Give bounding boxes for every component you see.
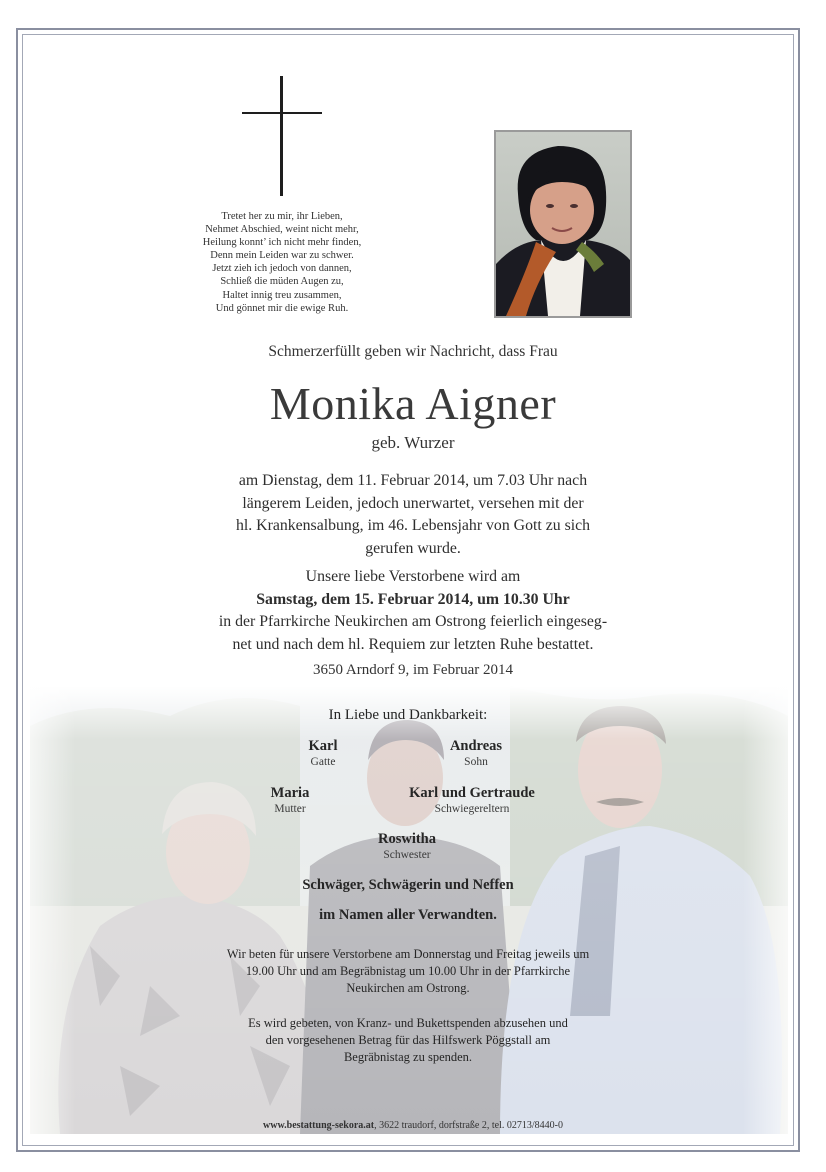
death-line: längerem Leiden, jedoch unerwartet, versehen mit der — [242, 494, 584, 512]
footer-website: www.bestattung-sekora.at — [263, 1120, 375, 1131]
poem-line: Denn mein Leiden war zu schwer. — [210, 250, 354, 262]
maiden-name: geb. Wurzer — [371, 433, 455, 452]
mourner-name: Roswitha — [377, 831, 436, 847]
poem-line: Tretet her zu mir, ihr Lieben, — [221, 211, 343, 222]
deceased-name: Monika Aigner — [269, 378, 557, 429]
footer-address: , 3622 traudorf, dorfstraße 2, tel. 02713/8440-0 — [374, 1120, 563, 1131]
death-line: am Dienstag, dem 11. Februar 2014, um 7.03 Uhr nach — [238, 472, 588, 489]
mourner-relation: Schwester — [383, 849, 431, 861]
poem-line: Nehmet Abschied, weint nicht mehr, — [205, 224, 359, 236]
poem-line: Heilung konnt’ ich nicht mehr finden, — [202, 237, 362, 249]
mourner-relation: Sohn — [464, 756, 488, 768]
funeral-date: Samstag, dem 15. Februar 2014, um 10.30 Uhr — [256, 590, 570, 608]
mourner-relation: Gatte — [310, 756, 336, 768]
donation-line: Es wird gebeten, von Kranz- und Bukettspenden abzusehen und — [248, 1016, 568, 1030]
funeral-line: net und nach dem hl. Requiem zur letzten Ruhe bestattet. — [232, 635, 594, 653]
mourner-relation: Mutter — [274, 803, 306, 815]
extended-family: Schwäger, Schwägerin und Neffen — [302, 877, 514, 893]
funeral-line: in der Pfarrkirche Neukirchen am Ostrong feierlich eingeseg- — [218, 613, 608, 630]
donation-line: den vorgesehenen Betrag für das Hilfswerk Pöggstall am — [265, 1033, 551, 1047]
death-line: hl. Krankensalbung, im 46. Lebensjahr von Gott zu sich — [235, 517, 591, 534]
mourner-name: Karl — [308, 738, 338, 754]
mourner-name: Andreas — [449, 738, 503, 754]
place-date: 3650 Arndorf 9, im Februar 2014 — [313, 662, 513, 678]
donation-line: Begräbnistag zu spenden. — [343, 1050, 473, 1064]
poem-line: Haltet innig treu zusammen, — [222, 289, 342, 301]
poem-line: Jetzt zieh ich jedoch von dannen, — [212, 263, 352, 275]
relatives-line: im Namen aller Verwandten. — [319, 907, 497, 923]
mourners-heading: In Liebe und Dankbarkeit: — [328, 707, 488, 723]
funeral-intro: Unsere liebe Verstorbene wird am — [305, 568, 521, 585]
intro-text: Schmerzerfüllt geben wir Nachricht, dass Frau — [268, 343, 558, 360]
mourner-name: Maria — [270, 785, 310, 801]
mourner-relation: Schwiegereltern — [434, 803, 510, 815]
death-line: gerufen wurde. — [365, 539, 461, 557]
poem-line: Und gönnet mir die ewige Ruh. — [215, 302, 349, 314]
prayer-line: Wir beten für unsere Verstorbene am Donnerstag und Freitag jeweils um — [226, 947, 590, 961]
prayer-line: Neukirchen am Ostrong. — [346, 981, 470, 995]
prayer-line: 19.00 Uhr und am Begräbnistag um 10.00 Uhr in der Pfarrkirche — [245, 964, 571, 978]
footer — [0, 1120, 826, 1131]
mourner-name: Karl und Gertraude — [409, 785, 535, 801]
poem-line: Schließ die müden Augen zu, — [220, 276, 344, 288]
